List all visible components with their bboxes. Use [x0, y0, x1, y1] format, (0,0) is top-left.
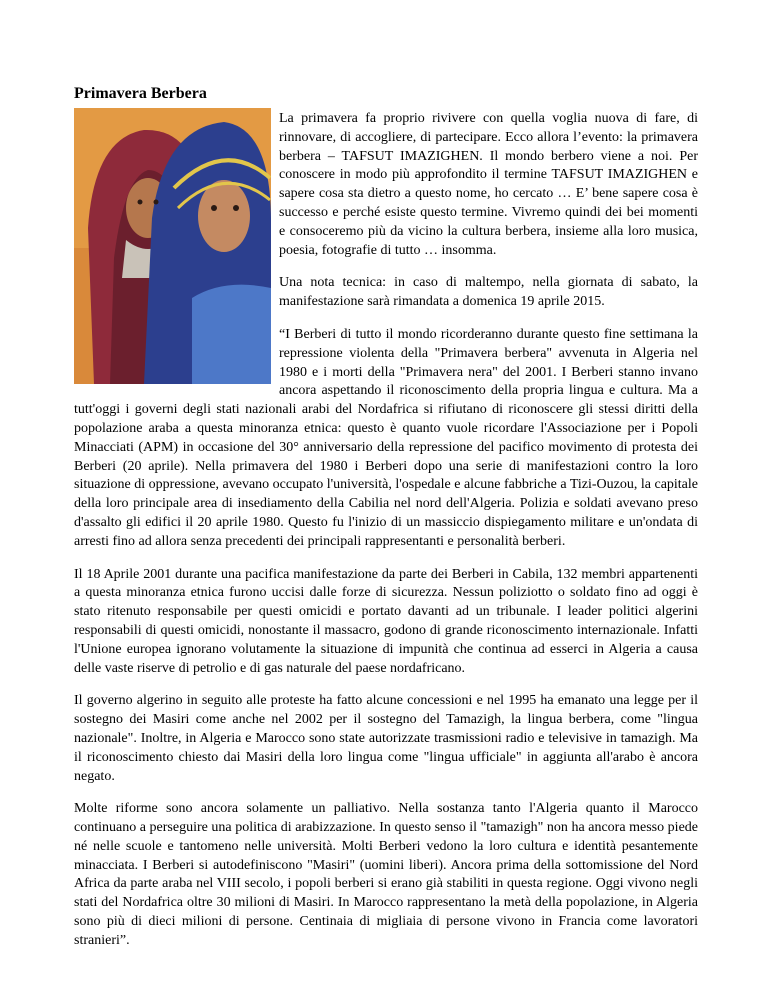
document-title: Primavera Berbera: [74, 85, 207, 102]
document-page: [74, 84, 698, 965]
paragraph-2001-events: Il 18 Aprile 2001 durante una pacifica manifestazione da parte dei Berberi in Cabila, 132 membri appartenenti a questa minoranza etnica furono uccisi dalle forze di sicurezza. Nessun poliziotto o soldato fino ad oggi è stato ritenuto responsabile per questi omicidi e portato davanti ad un tribunale. I leader politici algerini responsabili di questi omicidi, nonostante il massacro, godono di grande riconoscimento internazionale. Infatti l'Unione europea ignorano volutamente la situazione di impunità che continua ad esserci in Algeria a causa delle vaste riserve di petrolio e di gas naturale del paese nordafricano.: [74, 566, 698, 676]
painting-of-two-berber-women-icon: [74, 108, 271, 384]
paragraph-quote-start: “I Berberi di tutto il mondo ricorderanno durante questo fine settimana la repressione violenta della "Primavera berbera" avvenuta in Algeria nel 1980 e i morti della "Primavera nera" del 2001. I Berberi stanno invano ancora aspettando il riconoscimento della propria lingua e cultura. Ma a tutt'oggi i governi degli stati nazionali arabi del Nordafrica si rifiutano di riconoscere gli stessi diritti della popolazione araba a questa minoranza etnica: questo è quanto vuole ricordare l'Associazione per i Popoli Minacciati (APM) in occasione del 30° anniversario della repressione del pacifico movimento di protesta dei Berberi (20 aprile). Nella primavera del 1980 i Berberi dopo una serie di manifestazioni contro la loro situazione di oppressione, avevano occupato l'università, l'ospedale e alcune fabbriche a Tizi-Ouzou, la capitale della loro principale area di insediamento della Cabilia nel nord dell'Algeria. Polizia e soldati avevano preso d'assalto gli edifici il 20 aprile 1980. Questo fu l'inizio di un massiccio dispiegamento militare e un'ondata di arresti fino ad allora senza precedenti dei principali rappresentanti e personalità berberi.: [74, 326, 698, 549]
paragraph-intro: La primavera fa proprio rivivere con quella voglia nuova di fare, di rinnovare, di accogliere, di partecipare. Ecco allora l’evento: la primavera berbera – TAFSUT IMAZIGHEN. Il mondo berbero viene a noi. Per conoscere in modo più approfondito il termine TAFSUT IMAZIGHEN e sapere cosa sta dietro a questo nome, ho cercato … E’ bene sapere cosa è successo e perché esiste questo termine. Vivremo quindi dei bei momenti e consoceremo più da vicino la cultura berbera, insieme alla loro musica, poesia, fotografie di tutto … insomma.: [279, 111, 698, 258]
paragraph-reforms: Molte riforme sono ancora solamente un palliativo. Nella sostanza tanto l'Algeria quanto il Marocco continuano a perseguire una politica di arabizzazione. In questo senso il "tamazigh" non ha ancora messo piede né nelle scuole e tantomeno nelle università. Molti Berberi vedono la loro cultura e identità pesantemente minacciata. I Berberi si autodefiniscono "Masiri" (uomini liberi). Ancora prima della sottomissione del Nord Africa da parte araba nel VIII secolo, i popoli berberi si erano già stabiliti in questa regione. Oggi vivono negli stati del Nordafrica oltre 30 milioni di Masiri. In Marocco rappresentano la metà della popolazione, in Algeria sono più di dieci milioni di persone. Centinaia di migliaia di persone vivono in Francia come lavoratori stranieri”.: [74, 801, 698, 948]
paragraph-technical-note: Una nota tecnica: in caso di maltempo, nella giornata di sabato, la manifestazione sarà rimandata a domenica 19 aprile 2015.: [279, 275, 698, 310]
paragraph-concessions: Il governo algerino in seguito alle proteste ha fatto alcune concessioni e nel 1995 ha emanato una legge per il sostegno dei Masiri come anche nel 2002 per il sostegno del Tamazigh, la lingua berbera, come "lingua nazionale". Inoltre, in Algeria e Marocco sono state autorizzate trasmissioni radio e televisive in tamazigh. Ma il riconoscimento chiesto dai Masiri della loro lingua come "lingua ufficiale" in aggiunta all'arabo è ancora negato.: [74, 693, 698, 784]
